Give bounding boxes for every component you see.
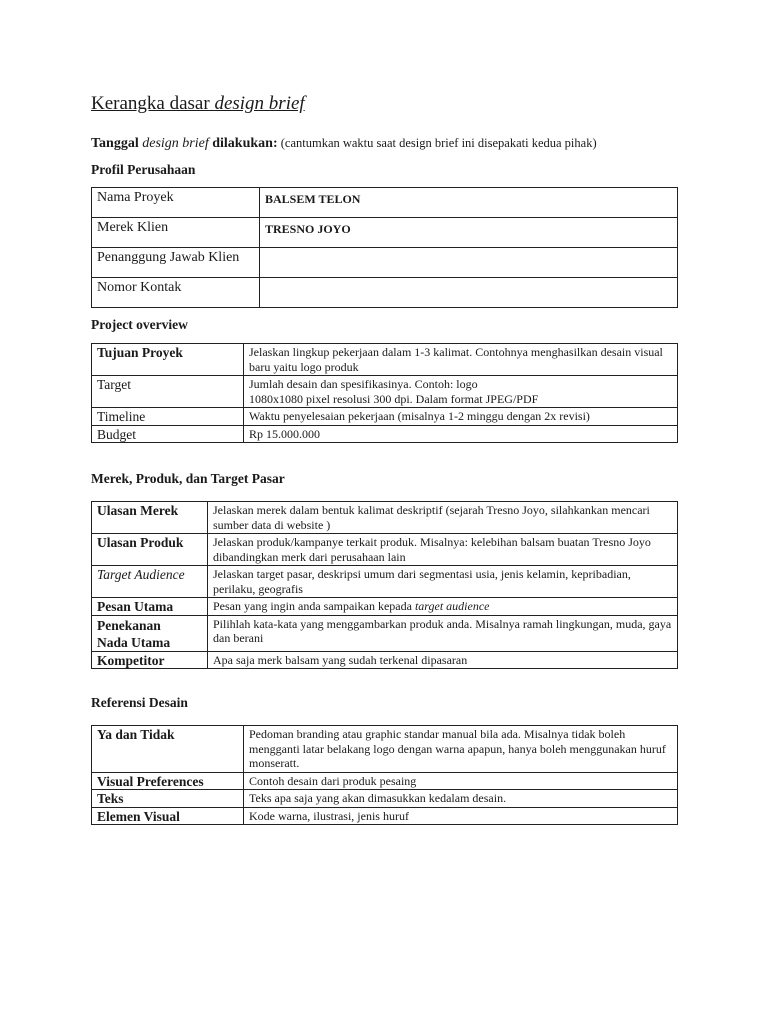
tanggal-line (91, 136, 597, 152)
table-row (92, 726, 678, 773)
row-label: Nomor Kontak (92, 278, 260, 308)
table-row (92, 615, 678, 651)
row-value-text: Pesan yang ingin anda sampaikan kepada (213, 599, 415, 613)
overview-heading: Project overview (91, 317, 188, 332)
title-italic: design brief (214, 93, 305, 114)
row-label: Penanggung Jawab Klien (92, 248, 260, 278)
document-title (91, 93, 305, 115)
row-value: Apa saja merk balsam yang sudah terkenal dipasaran (208, 651, 678, 669)
table-row (92, 566, 678, 598)
row-label: Budget (92, 425, 244, 443)
table-row (92, 278, 678, 308)
overview-table (91, 343, 678, 443)
row-value: Teks apa saja yang akan dimasukkan kedalam desain. (244, 790, 678, 808)
row-label: Merek Klien (92, 218, 260, 248)
row-label: Visual Preferences (92, 772, 244, 790)
row-label: Timeline (92, 408, 244, 426)
table-row (92, 218, 678, 248)
merek-heading: Merek, Produk, dan Target Pasar (91, 471, 285, 486)
tanggal-label: Tanggal (91, 136, 143, 151)
table-row (92, 807, 678, 825)
table-row (92, 598, 678, 616)
row-value: Jelaskan merek dalam bentuk kalimat deskriptif (sejarah Tresno Joyo, silahkankan mencari sumber data di website ) (208, 502, 678, 534)
row-value: Rp 15.000.000 (244, 425, 678, 443)
row-value: Contoh desain dari produk pesaing (244, 772, 678, 790)
tanggal-italic: design brief (142, 136, 209, 151)
row-label: Ulasan Merek (92, 502, 208, 534)
table-row (92, 790, 678, 808)
table-row (92, 188, 678, 218)
profil-table (91, 187, 678, 308)
merek-table (91, 501, 678, 669)
table-row (92, 772, 678, 790)
row-label: Target Audience (92, 566, 208, 598)
row-value: Waktu penyelesaian pekerjaan (misalnya 1-2 minggu dengan 2x revisi) (244, 408, 678, 426)
table-row (92, 344, 678, 376)
row-label: Teks (92, 790, 244, 808)
row-value: Jelaskan produk/kampanye terkait produk. Misalnya: kelebihan balsam buatan Tresno Joyo dibandingkan merk dari perusahaan lain (208, 534, 678, 566)
row-value (260, 278, 678, 308)
row-value: Jelaskan target pasar, deskripsi umum dari segmentasi usia, jenis kelamin, kepribadian, perilaku, geografis (208, 566, 678, 598)
row-value: Jumlah desain dan spesifikasinya. Contoh: logo 1080x1080 pixel resolusi 300 dpi. Dalam format JPEG/PDF (244, 376, 678, 408)
row-value: Kode warna, ilustrasi, jenis huruf (244, 807, 678, 825)
row-value (260, 248, 678, 278)
row-value: BALSEM TELON (260, 188, 678, 218)
table-row (92, 502, 678, 534)
row-label: Ya dan Tidak (92, 726, 244, 773)
row-value: Pedoman branding atau graphic standar manual bila ada. Misalnya tidak boleh mengganti latar belakang logo dengan warna apapun, hanya boleh menggunakan huruf monseratt. (244, 726, 678, 773)
profil-heading: Profil Perusahaan (91, 162, 196, 177)
row-value: Pilihlah kata-kata yang menggambarkan produk anda. Misalnya ramah lingkungan, muda, gaya dan berani (208, 615, 678, 651)
table-row (92, 408, 678, 426)
referensi-heading: Referensi Desain (91, 695, 188, 710)
row-value: Jelaskan lingkup pekerjaan dalam 1-3 kalimat. Contohnya menghasilkan desain visual baru yaitu logo produk (244, 344, 678, 376)
tanggal-label-2: dilakukan: (208, 136, 278, 151)
row-label: Penekanan Nada Utama (92, 615, 208, 651)
table-row (92, 425, 678, 443)
tanggal-note: (cantumkan waktu saat design brief ini disepakati kedua pihak) (277, 136, 597, 150)
row-value-italic: target audience (414, 599, 490, 613)
row-value: TRESNO JOYO (260, 218, 678, 248)
title-plain: Kerangka dasar (91, 93, 215, 114)
row-value (208, 598, 678, 616)
row-label: Tujuan Proyek (92, 344, 244, 376)
row-label: Kompetitor (92, 651, 208, 669)
table-row (92, 248, 678, 278)
row-label: Ulasan Produk (92, 534, 208, 566)
table-row (92, 376, 678, 408)
row-label: Elemen Visual (92, 807, 244, 825)
row-label: Nama Proyek (92, 188, 260, 218)
table-row (92, 534, 678, 566)
row-label: Target (92, 376, 244, 408)
referensi-table (91, 725, 678, 825)
table-row (92, 651, 678, 669)
row-label: Pesan Utama (92, 598, 208, 616)
